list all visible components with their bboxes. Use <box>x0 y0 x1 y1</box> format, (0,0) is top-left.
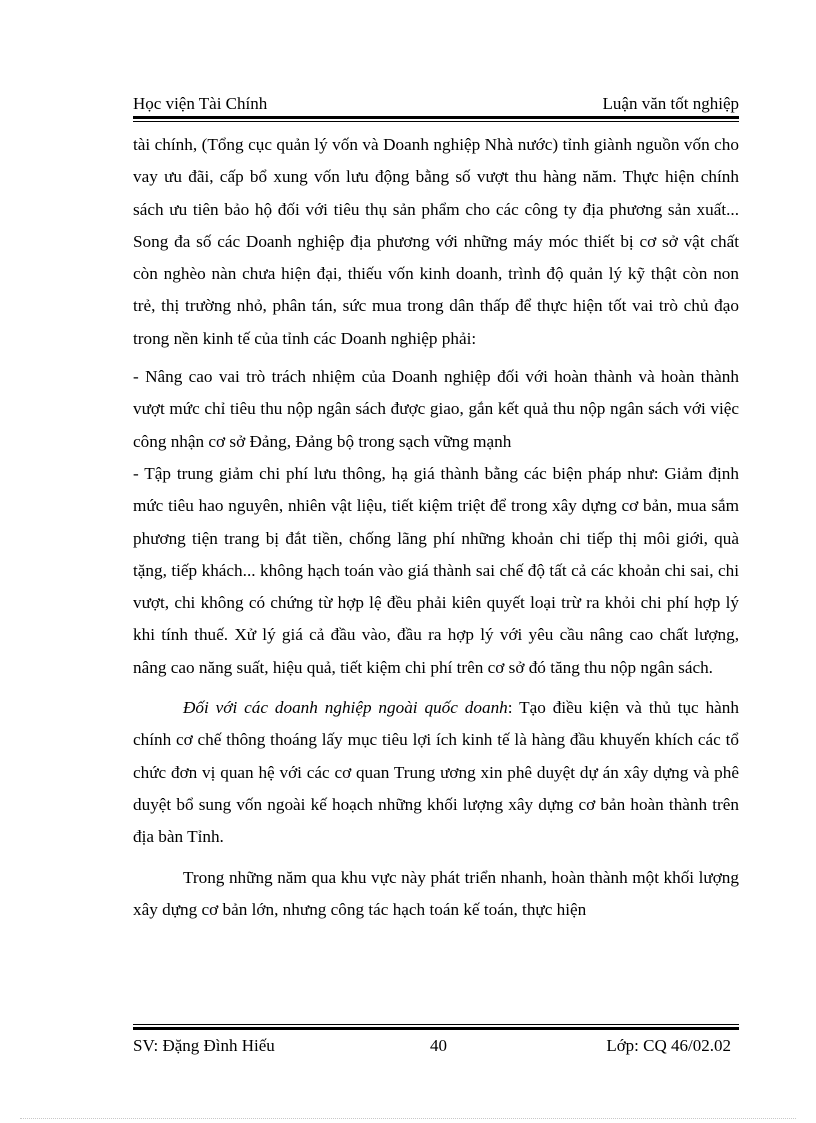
footer-rule-thick <box>133 1027 739 1030</box>
paragraph-3: - Tập trung giảm chi phí lưu thông, hạ giá thành bằng các biện pháp như: Giảm định mức tiêu hao nguyên, nhiên vật liệu, tiết kiệm triệt để trong xây dựng cơ bản, mua sắm phương tiện trang bị đắt tiền, chống lãng phí những khoản chi tiếp thị môi giới, quà tặng, tiếp khách... không hạch toán vào giá thành sai chế độ tất cả các khoản chi sai, chi vượt, chi không có chứng từ hợp lệ đều phải kiên quyết loại trừ ra khỏi chi phí hợp lý khi tính thuế. Xử lý giá cả đầu vào, đầu ra hợp lý với yêu cầu nâng cao chất lượng, nâng cao năng suất, hiệu quả, tiết kiệm chi phí trên cơ sở đó tăng thu nộp ngân sách. <box>133 463 739 677</box>
paragraph-1: tài chính, (Tổng cục quản lý vốn và Doanh nghiệp Nhà nước) tỉnh giành nguồn vốn cho vay ưu đãi, cấp bổ xung vốn lưu động bằng số vượt thu hàng năm. Thực hiện chính sách ưu tiên bảo hộ đối với tiêu thụ sản phẩm cho các công ty địa phương sản xuất... Song đa số các Doanh nghiệp địa phương với những máy móc thiết bị cơ sở vật chất còn nghèo nàn chưa hiện đại, thiếu vốn kinh doanh, trình độ quản lý kỹ thật còn non trẻ, thị trường nhỏ, phân tán, sức mua trong dân thấp để thực hiện tốt vai trò chủ đạo trong nền kinh tế của tỉnh các Doanh nghiệp phải: <box>133 135 739 348</box>
page-break-line <box>20 1118 796 1119</box>
paragraph-2: - Nâng cao vai trò trách nhiệm của Doanh nghiệp đối với hoàn thành và hoàn thành vượt mức chỉ tiêu thu nộp ngân sách được giao, gắn kết quả thu nộp ngân sách với việc công nhận cơ sở Đảng, Đảng bộ trong sạch vững mạnh <box>133 367 739 451</box>
paragraph-4-text: : Tạo điều kiện và thủ tục hành chính cơ chế thông thoáng lấy mục tiêu lợi ích kinh tế là hàng đầu khuyến khích các tổ chức đơn vị quan hệ với các cơ quan Trung ương xin phê duyệt dự án xây dựng và phê duyệt bổ sung vốn ngoài kế hoạch những khối lượng xây dựng cơ bản hoàn thành trên địa bàn Tỉnh. <box>133 698 739 847</box>
header-document-type: Luận văn tốt nghiệp <box>602 94 739 113</box>
header-rule-thick <box>133 116 739 119</box>
header-institution: Học viện Tài Chính <box>133 94 268 113</box>
footer-student-name: SV: Đặng Đình Hiếu <box>133 1036 275 1055</box>
footer-class: Lớp: CQ 46/02.02 <box>606 1036 731 1055</box>
page-number: 40 <box>430 1036 447 1055</box>
header-rule-thin <box>133 121 739 122</box>
paragraph-5: Trong những năm qua khu vực này phát triển nhanh, hoàn thành một khối lượng xây dựng cơ bản lớn, nhưng công tác hạch toán kế toán, thực hiện <box>133 867 739 919</box>
paragraph-4 <box>133 692 739 853</box>
page-header <box>133 92 739 116</box>
page-footer <box>133 1034 739 1058</box>
paragraph-4-heading: Đối với các doanh nghiệp ngoài quốc doanh <box>183 698 508 718</box>
body-text <box>133 129 739 926</box>
footer-rule-thin <box>133 1024 739 1025</box>
